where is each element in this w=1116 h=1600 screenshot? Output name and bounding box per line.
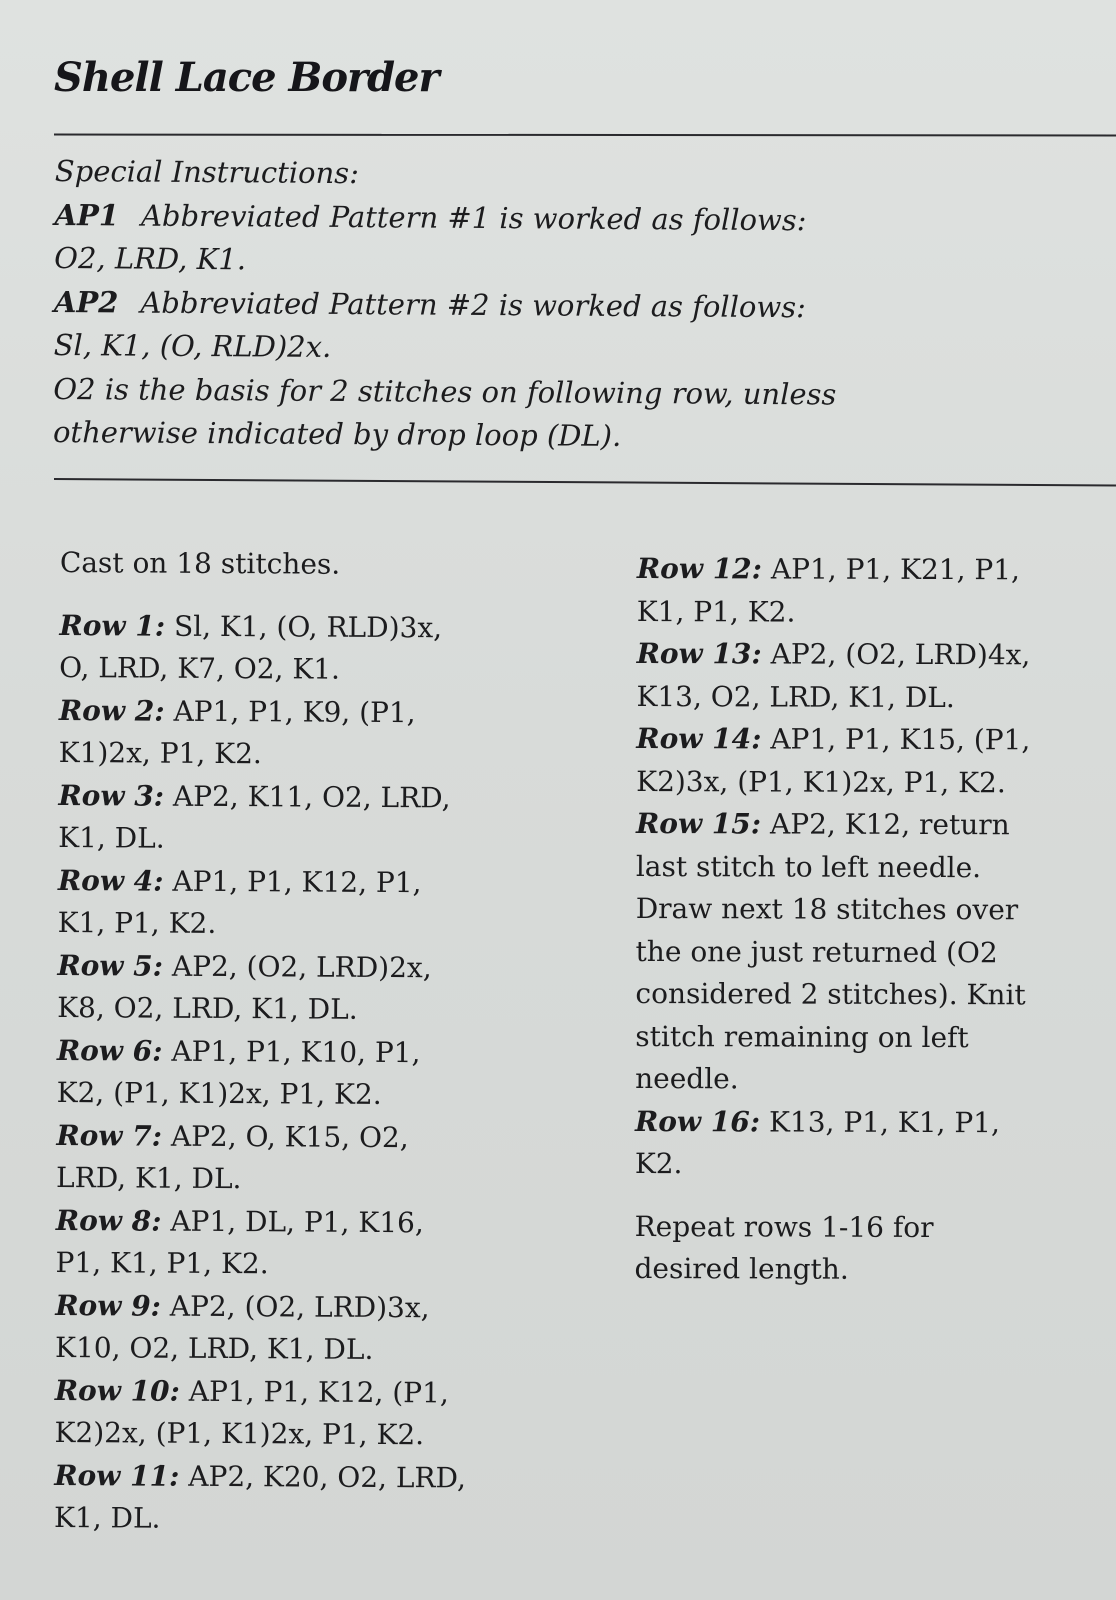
row-text: P1, K1, P1, K2.	[55, 1245, 269, 1281]
row-text: K10, O2, LRD, K1, DL.	[54, 1330, 374, 1366]
row-text: AP2, (O2, LRD)2x,	[171, 949, 432, 984]
row-text: AP2, (O2, LRD)3x,	[169, 1289, 430, 1324]
row-text: AP2, K11, O2, LRD,	[172, 779, 451, 814]
row-instruction	[57, 1029, 538, 1117]
cast-on-instruction: Cast on 18 stitches.	[59, 545, 341, 581]
row-text: K1, P1, K2.	[57, 905, 217, 940]
row-instruction	[56, 1114, 537, 1202]
row-instruction	[57, 944, 538, 1032]
row-text: needle.	[635, 1061, 739, 1096]
row-text: Sl, K1, (O, RLD)3x,	[173, 609, 443, 644]
row-text: AP2, (O2, LRD)4x,	[770, 637, 1031, 672]
row-instruction	[55, 1284, 536, 1372]
row-instruction	[635, 1100, 1085, 1187]
ap2-description: Abbreviated Pattern #2 is worked as follows:	[140, 285, 806, 324]
row-text: AP1, P1, K12, P1,	[172, 864, 422, 899]
o2-note-line-2: otherwise indicated by drop loop (DL).	[52, 414, 622, 453]
special-instructions	[53, 150, 1015, 461]
row-text: LRD, K1, DL.	[56, 1160, 242, 1196]
row-text: AP1, P1, K9, (P1,	[173, 694, 416, 729]
ap1-pattern: O2, LRD, K1.	[54, 240, 247, 277]
row-text: Draw next 18 stitches over	[635, 891, 1019, 927]
repeat-instruction	[634, 1205, 1084, 1292]
special-instructions-heading: Special Instructions:	[54, 153, 360, 191]
ap1-definition	[54, 193, 1014, 243]
row-instruction	[637, 548, 1087, 635]
row-instruction	[54, 1369, 535, 1457]
row-instruction	[58, 859, 539, 947]
row-text: AP1, P1, K10, P1,	[171, 1034, 421, 1069]
ap2-label: AP2	[53, 284, 119, 319]
row-label: Row 9:	[55, 1288, 162, 1323]
row-text: considered 2 stitches). Knit	[635, 976, 1026, 1012]
row-text: the one just returned (O2	[635, 934, 998, 969]
row-instruction	[59, 604, 540, 692]
row-label: Row 5:	[57, 948, 164, 983]
row-text: AP1, P1, K15, (P1,	[770, 722, 1031, 757]
o2-note-line-1: O2 is the basis for 2 stitches on following row, unless	[53, 371, 837, 411]
row-text: K2)3x, (P1, K1)2x, P1, K2.	[636, 764, 1006, 799]
repeat-text: Repeat rows 1-16 for	[634, 1209, 934, 1244]
ap1-label: AP1	[54, 197, 120, 232]
row-label: Row 3:	[58, 778, 165, 813]
row-text: AP1, P1, K12, (P1,	[188, 1374, 449, 1409]
repeat-text: desired length.	[634, 1251, 849, 1286]
ap2-pattern: Sl, K1, (O, RLD)2x.	[53, 327, 332, 364]
ap2-definition	[54, 280, 1014, 330]
instructions-right-column	[634, 548, 1087, 1292]
row-instruction	[636, 633, 1086, 720]
row-instruction	[636, 718, 1086, 805]
row-text: AP2, K20, O2, LRD,	[188, 1459, 467, 1494]
ap1-description: Abbreviated Pattern #1 is worked as follows:	[140, 198, 807, 237]
row-instruction	[59, 689, 540, 777]
row-label: Row 16:	[634, 1104, 761, 1138]
row-text: last stitch to left needle.	[635, 849, 982, 884]
instructions-left-column	[54, 542, 540, 1542]
row-text: K2.	[634, 1146, 683, 1181]
row-text: O, LRD, K7, O2, K1.	[59, 650, 341, 686]
row-label: Row 8:	[55, 1203, 162, 1238]
row-text: K1, DL.	[58, 820, 165, 855]
row-label: Row 4:	[57, 863, 164, 898]
row-label: Row 7:	[56, 1118, 163, 1153]
row-label: Row 12:	[636, 552, 763, 586]
row-text: K8, O2, LRD, K1, DL.	[57, 990, 358, 1026]
row-label: Row 1:	[59, 608, 166, 643]
row-text: AP2, K12, return	[769, 807, 1010, 842]
row-text: K1)2x, P1, K2.	[58, 735, 262, 771]
row-instruction	[58, 774, 539, 862]
row-instruction	[55, 1199, 536, 1287]
row-label: Row 15:	[635, 806, 762, 841]
row-label: Row 14:	[636, 721, 762, 756]
row-text: AP1, P1, K21, P1,	[770, 552, 1021, 587]
row-text: AP1, DL, P1, K16,	[170, 1204, 424, 1239]
row-text: K13, P1, K1, P1,	[768, 1104, 1000, 1139]
row-text: K13, O2, LRD, K1, DL.	[636, 679, 955, 714]
row-label: Row 13:	[636, 636, 762, 671]
page-title: Shell Lace Border	[54, 54, 439, 101]
row-text: K1, P1, K2.	[636, 594, 796, 629]
row-instruction	[54, 1454, 535, 1542]
row-text: K1, DL.	[53, 1500, 161, 1535]
row-label: Row 6:	[56, 1033, 163, 1068]
row-label: Row 10:	[54, 1373, 181, 1408]
row-text: stitch remaining on left	[635, 1019, 969, 1054]
row-text: K2, (P1, K1)2x, P1, K2.	[56, 1075, 382, 1111]
row-label: Row 2:	[58, 693, 165, 728]
row-text: K2)2x, (P1, K1)2x, P1, K2.	[54, 1415, 425, 1452]
top-divider	[54, 134, 1116, 137]
row-label: Row 11:	[54, 1458, 180, 1493]
row-instruction	[635, 803, 1086, 1102]
bottom-divider	[54, 478, 1116, 486]
row-text: AP2, O, K15, O2,	[170, 1119, 409, 1154]
